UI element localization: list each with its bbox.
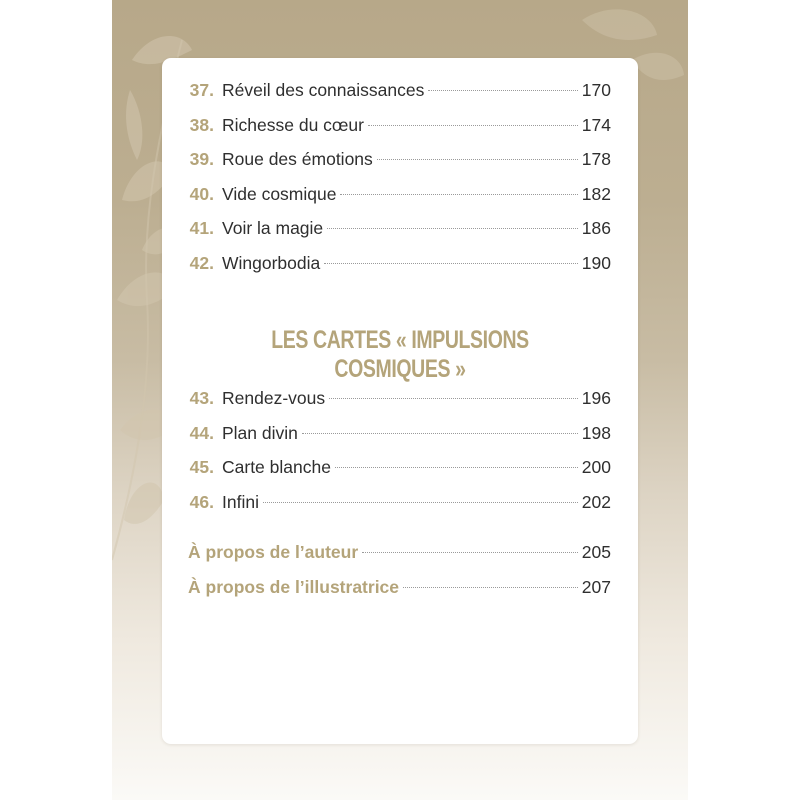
entry-page-number: 196 <box>581 388 611 408</box>
entry-title: Roue des émotions <box>222 149 373 169</box>
dot-leader <box>329 398 578 399</box>
entry-page-number: 200 <box>581 457 611 477</box>
entry-number: 45. <box>189 457 214 477</box>
entry-number: 40. <box>189 183 214 204</box>
dot-leader <box>403 587 578 588</box>
entry-title: Vide cosmique <box>222 183 337 204</box>
toc-entry-about-illustrator[interactable] <box>162 573 638 601</box>
dot-leader <box>362 552 578 553</box>
entry-page-number: 170 <box>581 80 611 100</box>
entry-title: Voir la magie <box>222 218 324 238</box>
entry-page-number: 174 <box>581 114 611 135</box>
entry-page-number: 182 <box>581 183 611 204</box>
toc-card <box>162 58 638 744</box>
toc-entry[interactable] <box>162 76 638 104</box>
toc-entry[interactable] <box>162 419 638 447</box>
toc-entry[interactable] <box>162 111 638 139</box>
toc-entry[interactable] <box>162 453 638 481</box>
toc-entry[interactable] <box>162 249 638 277</box>
dot-leader <box>340 194 577 195</box>
toc-entry-about-author[interactable] <box>162 538 638 566</box>
entry-number: 39. <box>189 149 214 169</box>
dot-leader <box>377 159 578 160</box>
entry-page-number: 178 <box>581 149 611 169</box>
entry-page-number: 202 <box>581 491 611 512</box>
entry-number: 37. <box>189 80 214 100</box>
entry-number: 41. <box>189 218 214 238</box>
dot-leader <box>335 467 578 468</box>
entry-page-number: 205 <box>581 542 611 562</box>
section-title: LES CARTES « IMPULSIONS COSMIQUES » <box>271 326 529 383</box>
entry-number: 38. <box>189 114 214 135</box>
entry-title: Richesse du cœur <box>222 114 364 135</box>
toc-entry[interactable] <box>162 180 638 208</box>
entry-page-number: 198 <box>581 422 611 443</box>
dot-leader <box>324 263 578 264</box>
entry-title: À propos de l’illustratrice <box>188 576 400 597</box>
dot-leader <box>263 502 578 503</box>
dot-leader <box>327 228 578 229</box>
toc-entry[interactable] <box>162 488 638 516</box>
entry-number: 43. <box>189 388 214 408</box>
entry-title: Plan divin <box>222 422 298 443</box>
entry-page-number: 186 <box>581 218 611 238</box>
entry-number: 46. <box>189 491 214 512</box>
entry-title: Réveil des connaissances <box>222 80 425 100</box>
entry-page-number: 190 <box>581 252 611 273</box>
entry-title: Wingorbodia <box>222 252 321 273</box>
dot-leader <box>428 90 577 91</box>
entry-title: À propos de l’auteur <box>188 542 359 562</box>
entry-title: Carte blanche <box>222 457 331 477</box>
entry-page-number: 207 <box>581 576 611 597</box>
entry-title: Rendez-vous <box>222 388 326 408</box>
entry-number: 42. <box>189 252 214 273</box>
entry-number: 44. <box>189 422 214 443</box>
dot-leader <box>368 125 578 126</box>
dot-leader <box>302 433 578 434</box>
toc-entry[interactable] <box>162 145 638 173</box>
toc-entry[interactable] <box>162 384 638 412</box>
toc-entry[interactable] <box>162 214 638 242</box>
entry-title: Infini <box>222 491 259 512</box>
